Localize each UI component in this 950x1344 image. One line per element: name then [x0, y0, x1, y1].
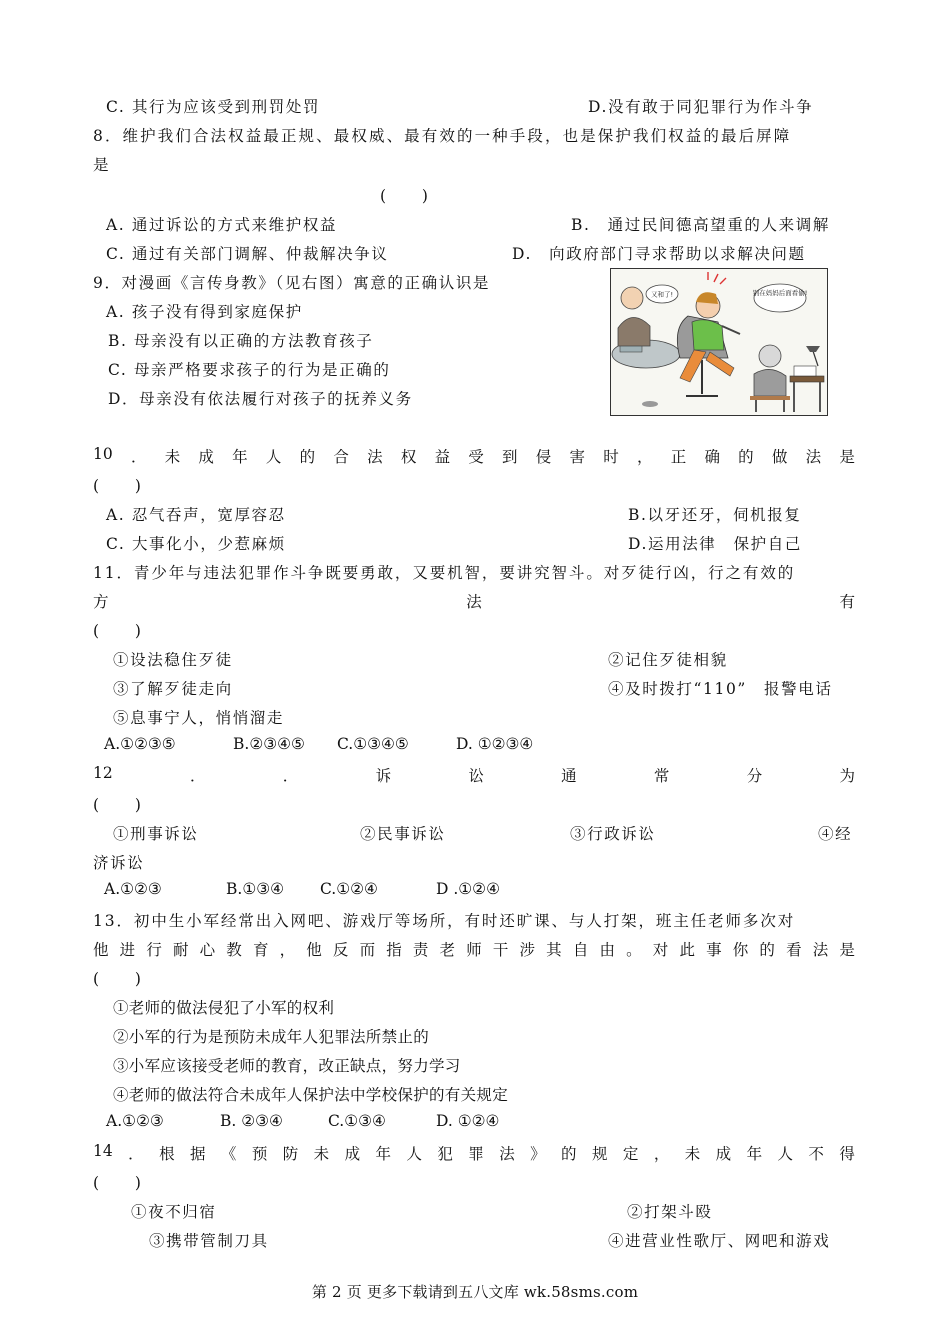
q12-answer-paren: ( ) [93, 796, 143, 814]
q12-stem-line1: 12 ． ． 诉 讼 通 常 分 为 [93, 764, 855, 785]
q11-option-c: C.①③④⑤ [337, 735, 409, 753]
q12-option-b: B.①③④ [226, 880, 285, 898]
q14-stem-line1: 14 ． 根 据 《 预 防 未 成 年 人 犯 罪 法 》 的 规 定 ， 未 成 年 人 不 得 [93, 1142, 855, 1163]
q12-option-d: D .①②④ [436, 880, 500, 898]
q11-stem-line1: 11．青少年与违法犯罪作斗争既要勇敢，又要机智，要讲究智斗。对歹徒行凶，行之有效的 [93, 564, 796, 582]
q11-item-5: ⑤息事宁人，悄悄溜走 [113, 709, 285, 727]
q11-stem-line2: 方 法 有 [93, 593, 855, 611]
q8-option-d: D. 向政府部门寻求帮助以求解决问题 [512, 245, 806, 263]
q12-item-3: ③行政诉讼 [570, 825, 656, 843]
q14-item-1: ①夜不归宿 [131, 1203, 217, 1221]
q13-answer-paren: ( ) [93, 970, 143, 988]
q13-option-d: D. ①②④ [436, 1112, 500, 1130]
q10-option-d: D.运用法律 保护自己 [628, 535, 802, 553]
q8-option-a: A. 通过诉讼的方式来维护权益 [106, 216, 338, 234]
q8-answer-paren: ( ) [380, 187, 430, 205]
q13-item-1: ①老师的做法侵犯了小军的权利 [113, 999, 335, 1017]
q10-option-c: C. 大事化小，少惹麻烦 [106, 535, 286, 553]
q12-option-c: C.①②④ [320, 880, 378, 898]
q10-stem-line1: 10 ． 未 成 年 人 的 合 法 权 益 受 到 侵 害 时 ， 正 确 的 做 法 是 [93, 445, 855, 466]
q13-option-c: C.①③④ [328, 1112, 386, 1130]
q14-item-3: ③携带管制刀具 [149, 1232, 269, 1250]
q13-item-2: ②小军的行为是预防未成年人犯罪法所禁止的 [113, 1028, 430, 1046]
q12-item-1: ①刑事诉讼 [113, 825, 199, 843]
q11-item-2: ②记住歹徒相貌 [608, 651, 728, 669]
q8-option-b: B. 通过民间德高望重的人来调解 [571, 216, 830, 234]
q7-option-d: D.没有敢于同犯罪行为作斗争 [588, 98, 814, 116]
cartoon-illustration [610, 268, 828, 416]
bubble-left-text: 又和了! [650, 290, 674, 299]
q11-option-b: B.②③④⑤ [233, 735, 305, 753]
q13-item-3: ③小军应该接受老师的教育，改正缺点，努力学习 [113, 1057, 461, 1075]
q10-option-a: A. 忍气吞声，宽厚容忍 [106, 506, 286, 524]
q13-item-4: ④老师的做法符合未成年人保护法中学校保护的有关规定 [113, 1086, 509, 1104]
q8-option-c: C. 通过有关部门调解、仲裁解决争议 [106, 245, 389, 263]
q9-option-a: A. 孩子没有得到家庭保护 [106, 303, 303, 321]
q10-answer-paren: ( ) [93, 477, 143, 495]
q12-item-4-cont: 济诉讼 [93, 854, 145, 872]
q12-option-a: A.①②③ [104, 880, 162, 898]
q13-option-a: A.①②③ [106, 1112, 164, 1130]
q11-item-3: ③了解歹徒走向 [113, 680, 233, 698]
q13-option-b: B. ②③④ [220, 1112, 283, 1130]
q14-item-4: ④进营业性歌厅、网吧和游戏 [608, 1232, 831, 1250]
q7-option-c: C. 其行为应该受到刑罚处罚 [106, 98, 321, 116]
q13-stem-line2: 他 进 行 耐 心 教 育 ， 他 反 而 指 责 老 师 干 涉 其 自 由 。 对 此 事 你 的 看 法 是 [93, 941, 855, 959]
q14-answer-paren: ( ) [93, 1174, 143, 1192]
q14-item-2: ②打架斗殴 [627, 1203, 713, 1221]
q10-option-b: B.以牙还牙，伺机报复 [628, 506, 802, 524]
page-footer: 第 2 页 更多下载请到五八文库 wk.58sms.com [311, 1283, 639, 1301]
q9-option-b: B. 母亲没有以正确的方法教育孩子 [108, 332, 374, 350]
q8-stem-line2: 是 [93, 156, 111, 174]
q8-stem-line1: 8．维护我们合法权益最正规、最权威、最有效的一种手段，也是保护我们权益的最后屏障 [93, 127, 792, 145]
q9-stem: 9．对漫画《言传身教》（见右图）寓意的正确认识是 [93, 274, 491, 292]
q9-option-c: C. 母亲严格要求孩子的行为是正确的 [108, 361, 391, 379]
bubble-right-text: 别在妈妈后面看偷! [752, 289, 808, 297]
q11-option-a: A.①②③⑤ [104, 735, 176, 753]
q9-option-d: D．母亲没有依法履行对孩子的抚养义务 [108, 390, 413, 408]
q12-item-2: ②民事诉讼 [360, 825, 446, 843]
q13-stem-line1: 13．初中生小军经常出入网吧、游戏厅等场所，有时还旷课、与人打架，班主任老师多次对 [93, 912, 796, 930]
q12-item-4: ④经 [818, 825, 853, 843]
q11-item-4: ④及时拨打“110” 报警电话 [608, 680, 833, 698]
q11-answer-paren: ( ) [93, 622, 143, 640]
q11-item-1: ①设法稳住歹徒 [113, 651, 233, 669]
q11-option-d: D. ①②③④ [456, 735, 534, 753]
